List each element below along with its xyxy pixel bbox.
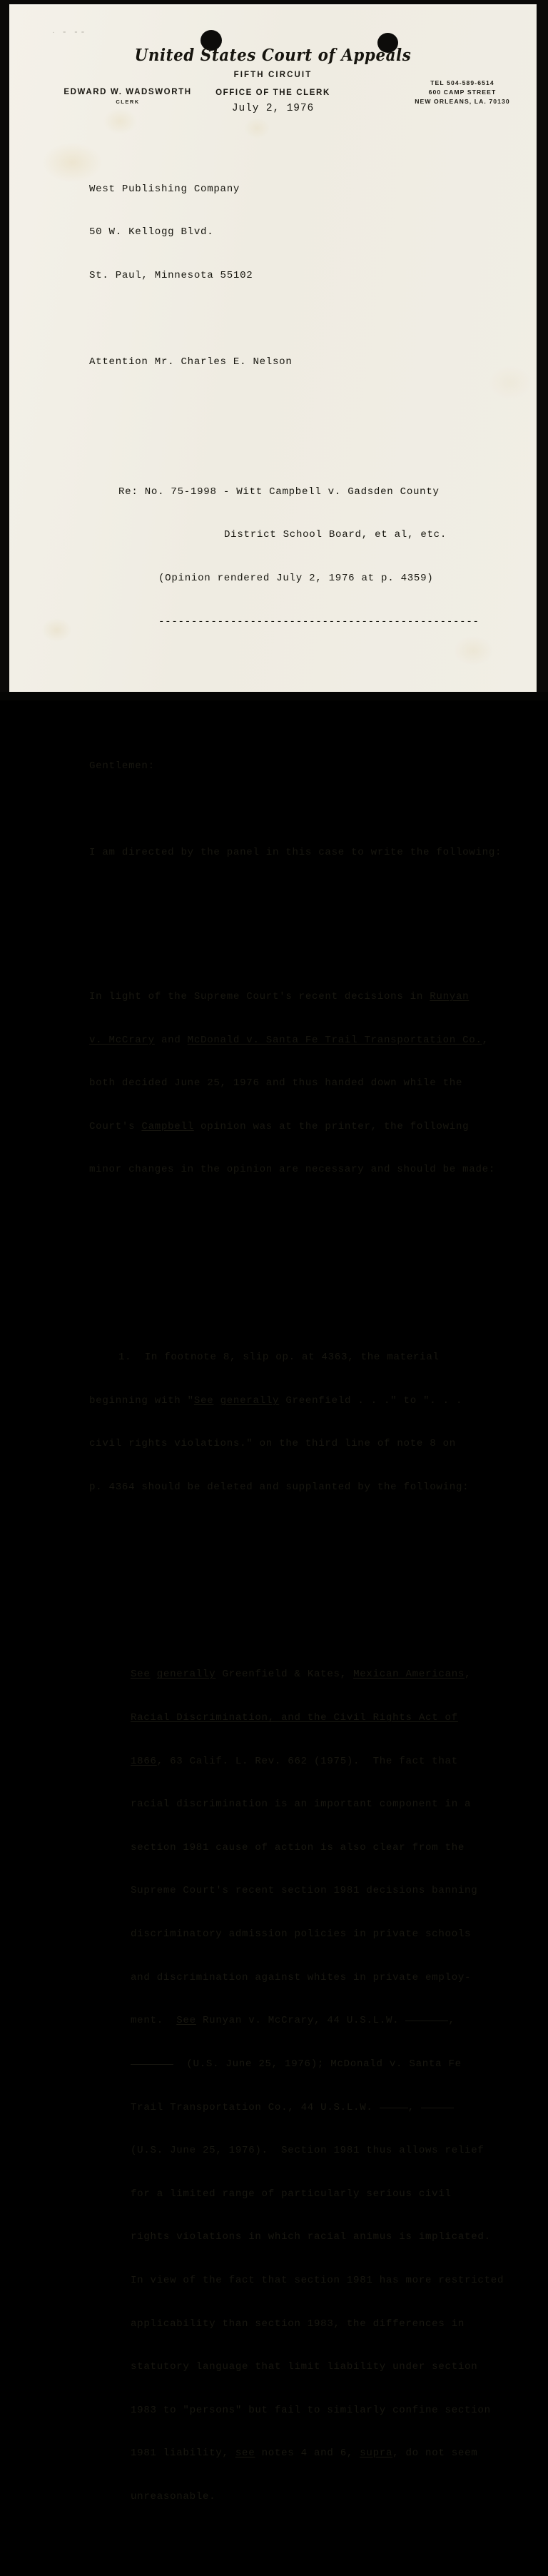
handwritten-corner-marks: · ⁃ ⁃⁃: [52, 29, 88, 37]
item1-line-4: p. 4364 should be deleted and supplanted by the following:: [89, 1481, 470, 1493]
typed-letter-body: [89, 139, 532, 2576]
case-citation-runyan-part2: v. McCrary: [89, 1034, 155, 1046]
spacer: [89, 802, 532, 816]
quote-line-6: Supreme Court's recent section 1981 decisions banning: [131, 1885, 478, 1897]
spacer: [89, 398, 532, 413]
signal-see: See: [193, 1394, 214, 1407]
spacer: [89, 889, 532, 903]
attention-line: Attention Mr. Charles E. Nelson: [89, 356, 293, 368]
item1-line-2-prefix: beginning with ": [89, 1394, 194, 1407]
para1-segment-6: Court's: [89, 1120, 142, 1132]
contact-city-state-zip: NEW ORLEANS, LA. 70130: [415, 98, 510, 105]
case-citation-runyan-part1: Runyan: [430, 990, 470, 1002]
quote-line-12: (U.S. June 25, 1976). Section 1981 thus allows relief: [131, 2145, 484, 2157]
item1-line-3: civil rights violations." on the third line of note 8 on: [89, 1438, 456, 1450]
re-line-2: District School Board, et al, etc.: [224, 529, 447, 541]
office-of-the-clerk-label: OFFICE OF THE CLERK: [215, 89, 330, 97]
spacer: [89, 1249, 532, 1264]
letter-date: July 2, 1976: [231, 103, 315, 114]
quote-line-13: for a limited range of particularly serious civil: [131, 2188, 452, 2200]
contact-telephone: TEL 504-589-6514: [430, 79, 494, 86]
signal-generally: generally: [220, 1394, 280, 1407]
contact-street: 600 CAMP STREET: [428, 89, 497, 96]
quote-line-11-prefix: Trail Transportation Co., 44 U.S.L.W.: [131, 2101, 380, 2113]
quote-comma: ,: [465, 1669, 472, 1681]
quote-line-10: (U.S. June 25, 1976); McDonald v. Santa Fe: [186, 2058, 462, 2070]
quote-line-20: unreasonable.: [131, 2491, 216, 2502]
case-citation-mcdonald: McDonald v. Santa Fe Trail Transportation Co.: [187, 1034, 482, 1046]
article-title-line-2: Racial Discrimination, and the Civil Rights Act of: [131, 1712, 458, 1724]
scanner-bed-bottom-edge: [0, 692, 548, 700]
court-masthead-title: United States Court of Appeals: [134, 46, 412, 65]
quote-line-7: discriminatory admission policies in private schools: [131, 1928, 472, 1941]
quote-line-5: section 1981 cause of action is also clear from the: [131, 1841, 465, 1853]
citation-blank-2: [131, 2064, 173, 2065]
spacer: [89, 1566, 532, 1581]
quote-authors: Greenfield & Kates,: [215, 1669, 354, 1681]
para1-segment-5: both decided June 25, 1976 and thus handed down while the: [89, 1077, 463, 1090]
para1-segment-8: minor changes in the opinion are necessary and should be made:: [89, 1164, 496, 1176]
quote-line-11-comma: ,: [407, 2101, 415, 2113]
addressee-line-3: St. Paul, Minnesota 55102: [89, 269, 253, 281]
numbered-item-1: [89, 1322, 532, 1524]
quote-line-16: applicability than section 1983, the differences in: [131, 2318, 465, 2330]
quote-signal-see-2: See: [176, 2015, 196, 2027]
article-title-line-3: 1866: [131, 1755, 157, 1767]
clerk-name: EDWARD W. WADSWORTH: [64, 88, 192, 96]
addressee-line-2: 50 W. Kellogg Blvd.: [89, 226, 214, 238]
quote-line-15: In view of the fact that section 1981 has more restricted: [131, 2274, 504, 2286]
letter-paper-sheet: [9, 4, 537, 2502]
spacer: [89, 311, 532, 326]
subject-divider-rule: -------------------------------------------------: [158, 615, 480, 628]
para1-segment-3: and: [154, 1034, 188, 1046]
para1-segment-4: ,: [482, 1034, 489, 1046]
re-line-3: (Opinion rendered July 2, 1976 at p. 4359): [158, 573, 434, 585]
re-line-1: Re: No. 75-1998 - Witt Campbell v. Gadsden County: [118, 485, 440, 498]
quote-line-9-citation: Runyan v. McCrary, 44 U.S.L.W.: [196, 2015, 406, 2027]
quote-line-19-notes: notes 4 and 6,: [255, 2447, 360, 2460]
case-citation-campbell: Campbell: [141, 1120, 194, 1132]
quote-signal-see: See: [131, 1669, 151, 1681]
quote-line-9-prefix: ment.: [131, 2015, 177, 2027]
subject-block: [89, 456, 532, 658]
intro-sentence: I am directed by the panel in this case to write the following:: [89, 846, 502, 858]
signal-see-3: see: [235, 2447, 255, 2460]
circuit-subtitle: FIFTH CIRCUIT: [233, 71, 313, 79]
quote-line-9-comma: ,: [448, 2015, 455, 2027]
paragraph-supreme-court-decisions: [89, 961, 532, 1206]
item1-line-1: 1. In footnote 8, slip op. at 4363, the material: [118, 1351, 440, 1363]
item1-space: [213, 1395, 220, 1407]
signal-supra: supra: [360, 2447, 393, 2460]
para1-segment-7: opinion was at the printer, the following: [193, 1120, 470, 1132]
para1-segment-1: In light of the Supreme Court's recent decisions in: [89, 990, 430, 1002]
spacer: [89, 701, 532, 715]
item1-line-2-suffix: Greenfield . . ." to ". . .: [279, 1394, 463, 1407]
quote-line-4: racial discrimination is an important component in a: [131, 1798, 472, 1811]
quote-line-8: and discrimination against whites in private employ-: [131, 1971, 472, 1983]
quote-line-17: statutory language that limit liability under section: [131, 2361, 478, 2373]
article-title-line-1: Mexican Americans: [353, 1669, 465, 1681]
quote-line-19-suffix: , do not seem: [392, 2447, 478, 2460]
salutation: Gentlemen:: [89, 760, 155, 772]
quote-line-19-prefix: 1981 liability,: [131, 2447, 235, 2460]
contact-block: [386, 79, 539, 106]
quote-line-14: rights violations in which racial animus is implicated.: [131, 2231, 491, 2243]
quote-citation-rest: , 63 Calif. L. Rev. 662 (1975). The fact that: [156, 1755, 458, 1767]
replacement-footnote-blockquote: [89, 1639, 532, 2533]
addressee-line-1: West Publishing Company: [89, 183, 240, 195]
quote-line-18: 1983 to "persons" but fail to similarly confine section: [131, 2404, 491, 2416]
quote-signal-generally: generally: [156, 1669, 216, 1681]
clerk-title: CLERK: [116, 99, 140, 105]
